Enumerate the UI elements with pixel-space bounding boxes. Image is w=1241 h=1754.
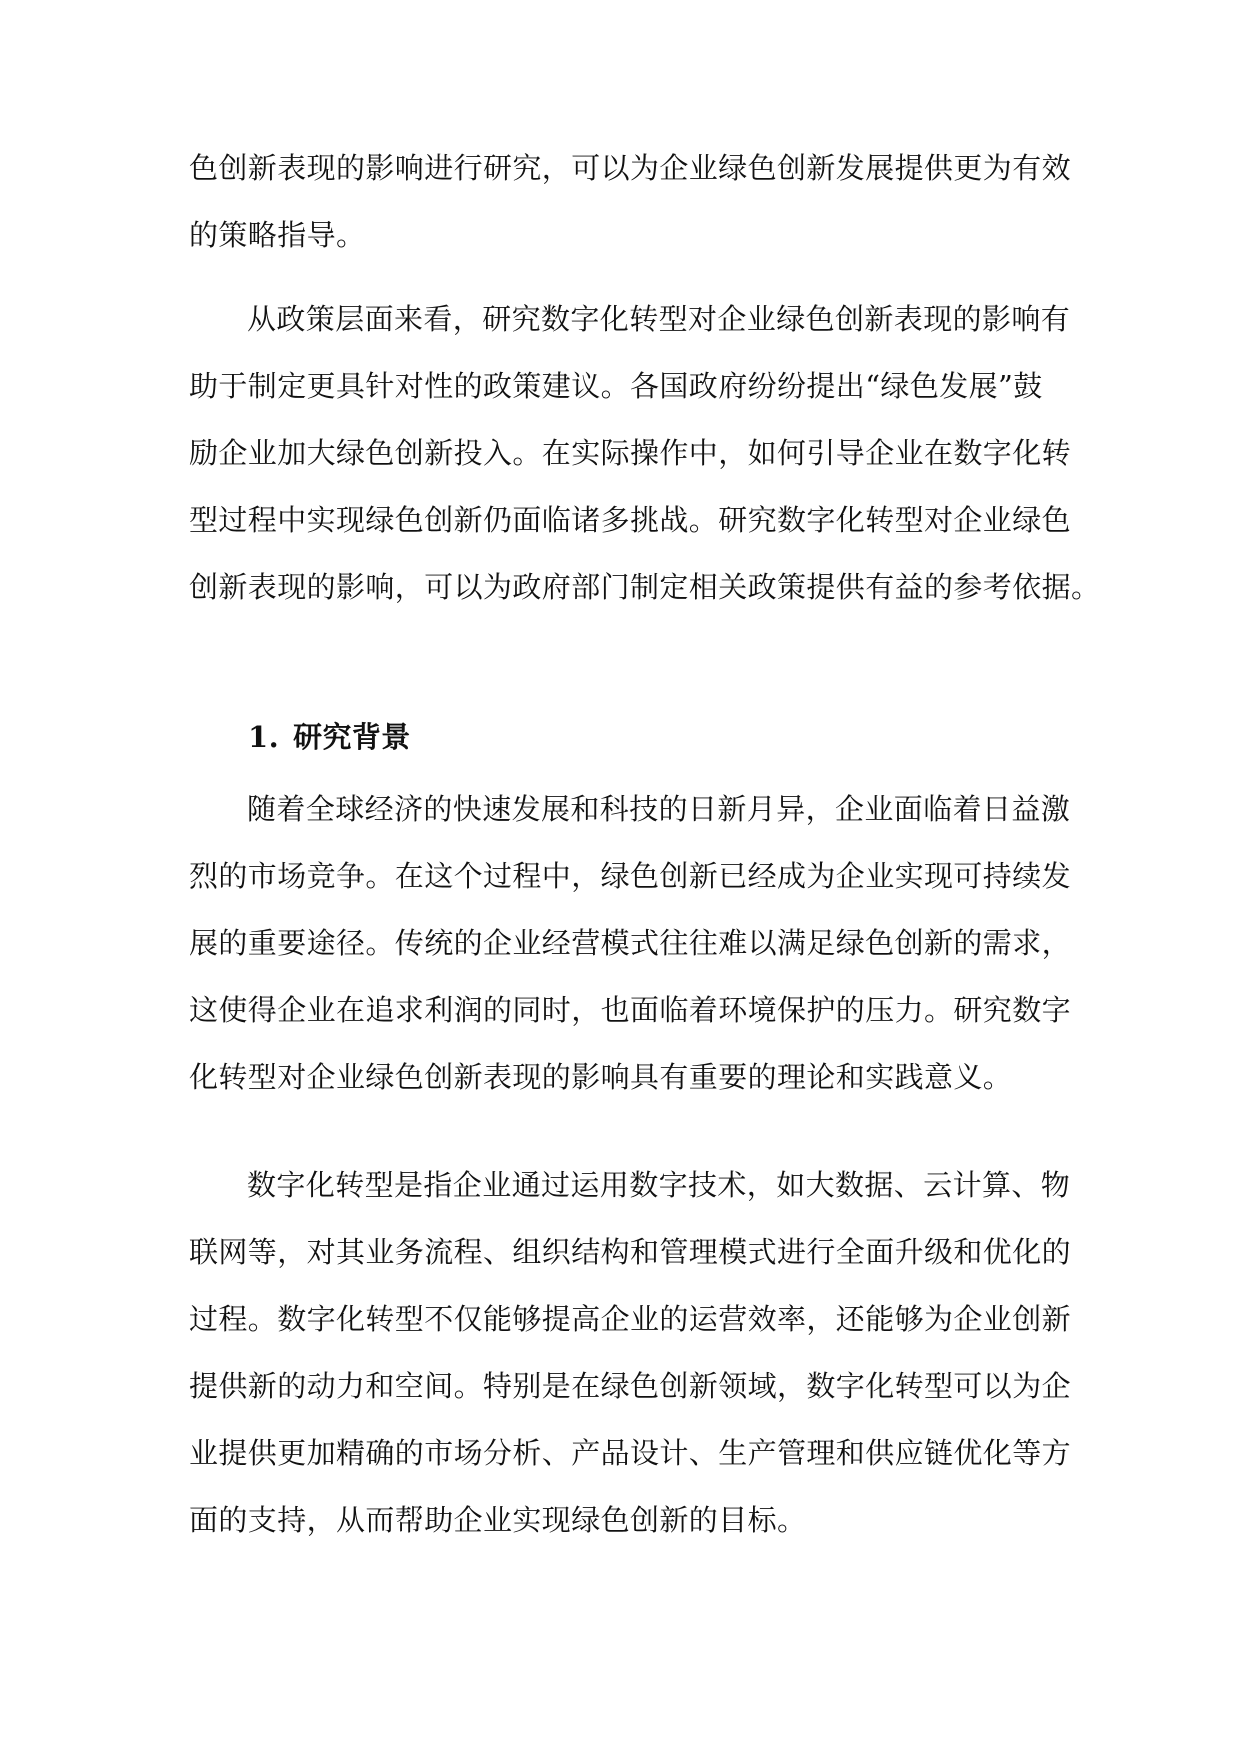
paragraph-line: 烈的市场竞争。在这个过程中，绿色创新已经成为企业实现可持续发 (189, 859, 1072, 893)
section-number: 1. (248, 720, 280, 754)
paragraph-line: 色创新表现的影响进行研究，可以为企业绿色创新发展提供更为有效 (189, 151, 1072, 185)
paragraph-line: 随着全球经济的快速发展和科技的日新月异，企业面临着日益激 (247, 792, 1071, 826)
paragraph-line: 化转型对企业绿色创新表现的影响具有重要的理论和实践意义。 (189, 1060, 1013, 1094)
paragraph-line: 这使得企业在追求利润的同时，也面临着环境保护的压力。研究数字 (189, 993, 1072, 1027)
paragraph-background (189, 776, 1072, 1111)
paragraph-line: 提供新的动力和空间。特别是在绿色创新领域，数字化转型可以为企 (189, 1369, 1072, 1403)
paragraph-digital-transformation (189, 1152, 1072, 1554)
paragraph-continuation (189, 135, 1072, 269)
paragraph-line: 面的支持，从而帮助企业实现绿色创新的目标。 (189, 1503, 807, 1537)
paragraph-line: 型过程中实现绿色创新仍面临诸多挑战。研究数字化转型对企业绿色 (189, 503, 1072, 537)
paragraph-line: 的策略指导。 (189, 218, 366, 252)
paragraph-line: 过程。数字化转型不仅能够提高企业的运营效率，还能够为企业创新 (189, 1302, 1072, 1336)
paragraph-line: 从政策层面来看，研究数字化转型对企业绿色创新表现的影响有 (247, 302, 1071, 336)
paragraph-policy (189, 286, 1101, 621)
paragraph-line: 联网等，对其业务流程、组织结构和管理模式进行全面升级和优化的 (189, 1235, 1072, 1269)
paragraph-line: 展的重要途径。传统的企业经营模式往往难以满足绿色创新的需求， (189, 926, 1072, 960)
section-heading (248, 704, 411, 771)
paragraph-line: 助于制定更具针对性的政策建议。各国政府纷纷提出“绿色发展”鼓 (189, 369, 1043, 403)
section-title: 研究背景 (293, 720, 411, 754)
paragraph-line: 励企业加大绿色创新投入。在实际操作中，如何引导企业在数字化转 (189, 436, 1072, 470)
paragraph-line: 创新表现的影响，可以为政府部门制定相关政策提供有益的参考依据。 (189, 570, 1101, 604)
paragraph-line: 数字化转型是指企业通过运用数字技术，如大数据、云计算、物 (247, 1168, 1071, 1202)
paragraph-line: 业提供更加精确的市场分析、产品设计、生产管理和供应链优化等方 (189, 1436, 1072, 1470)
